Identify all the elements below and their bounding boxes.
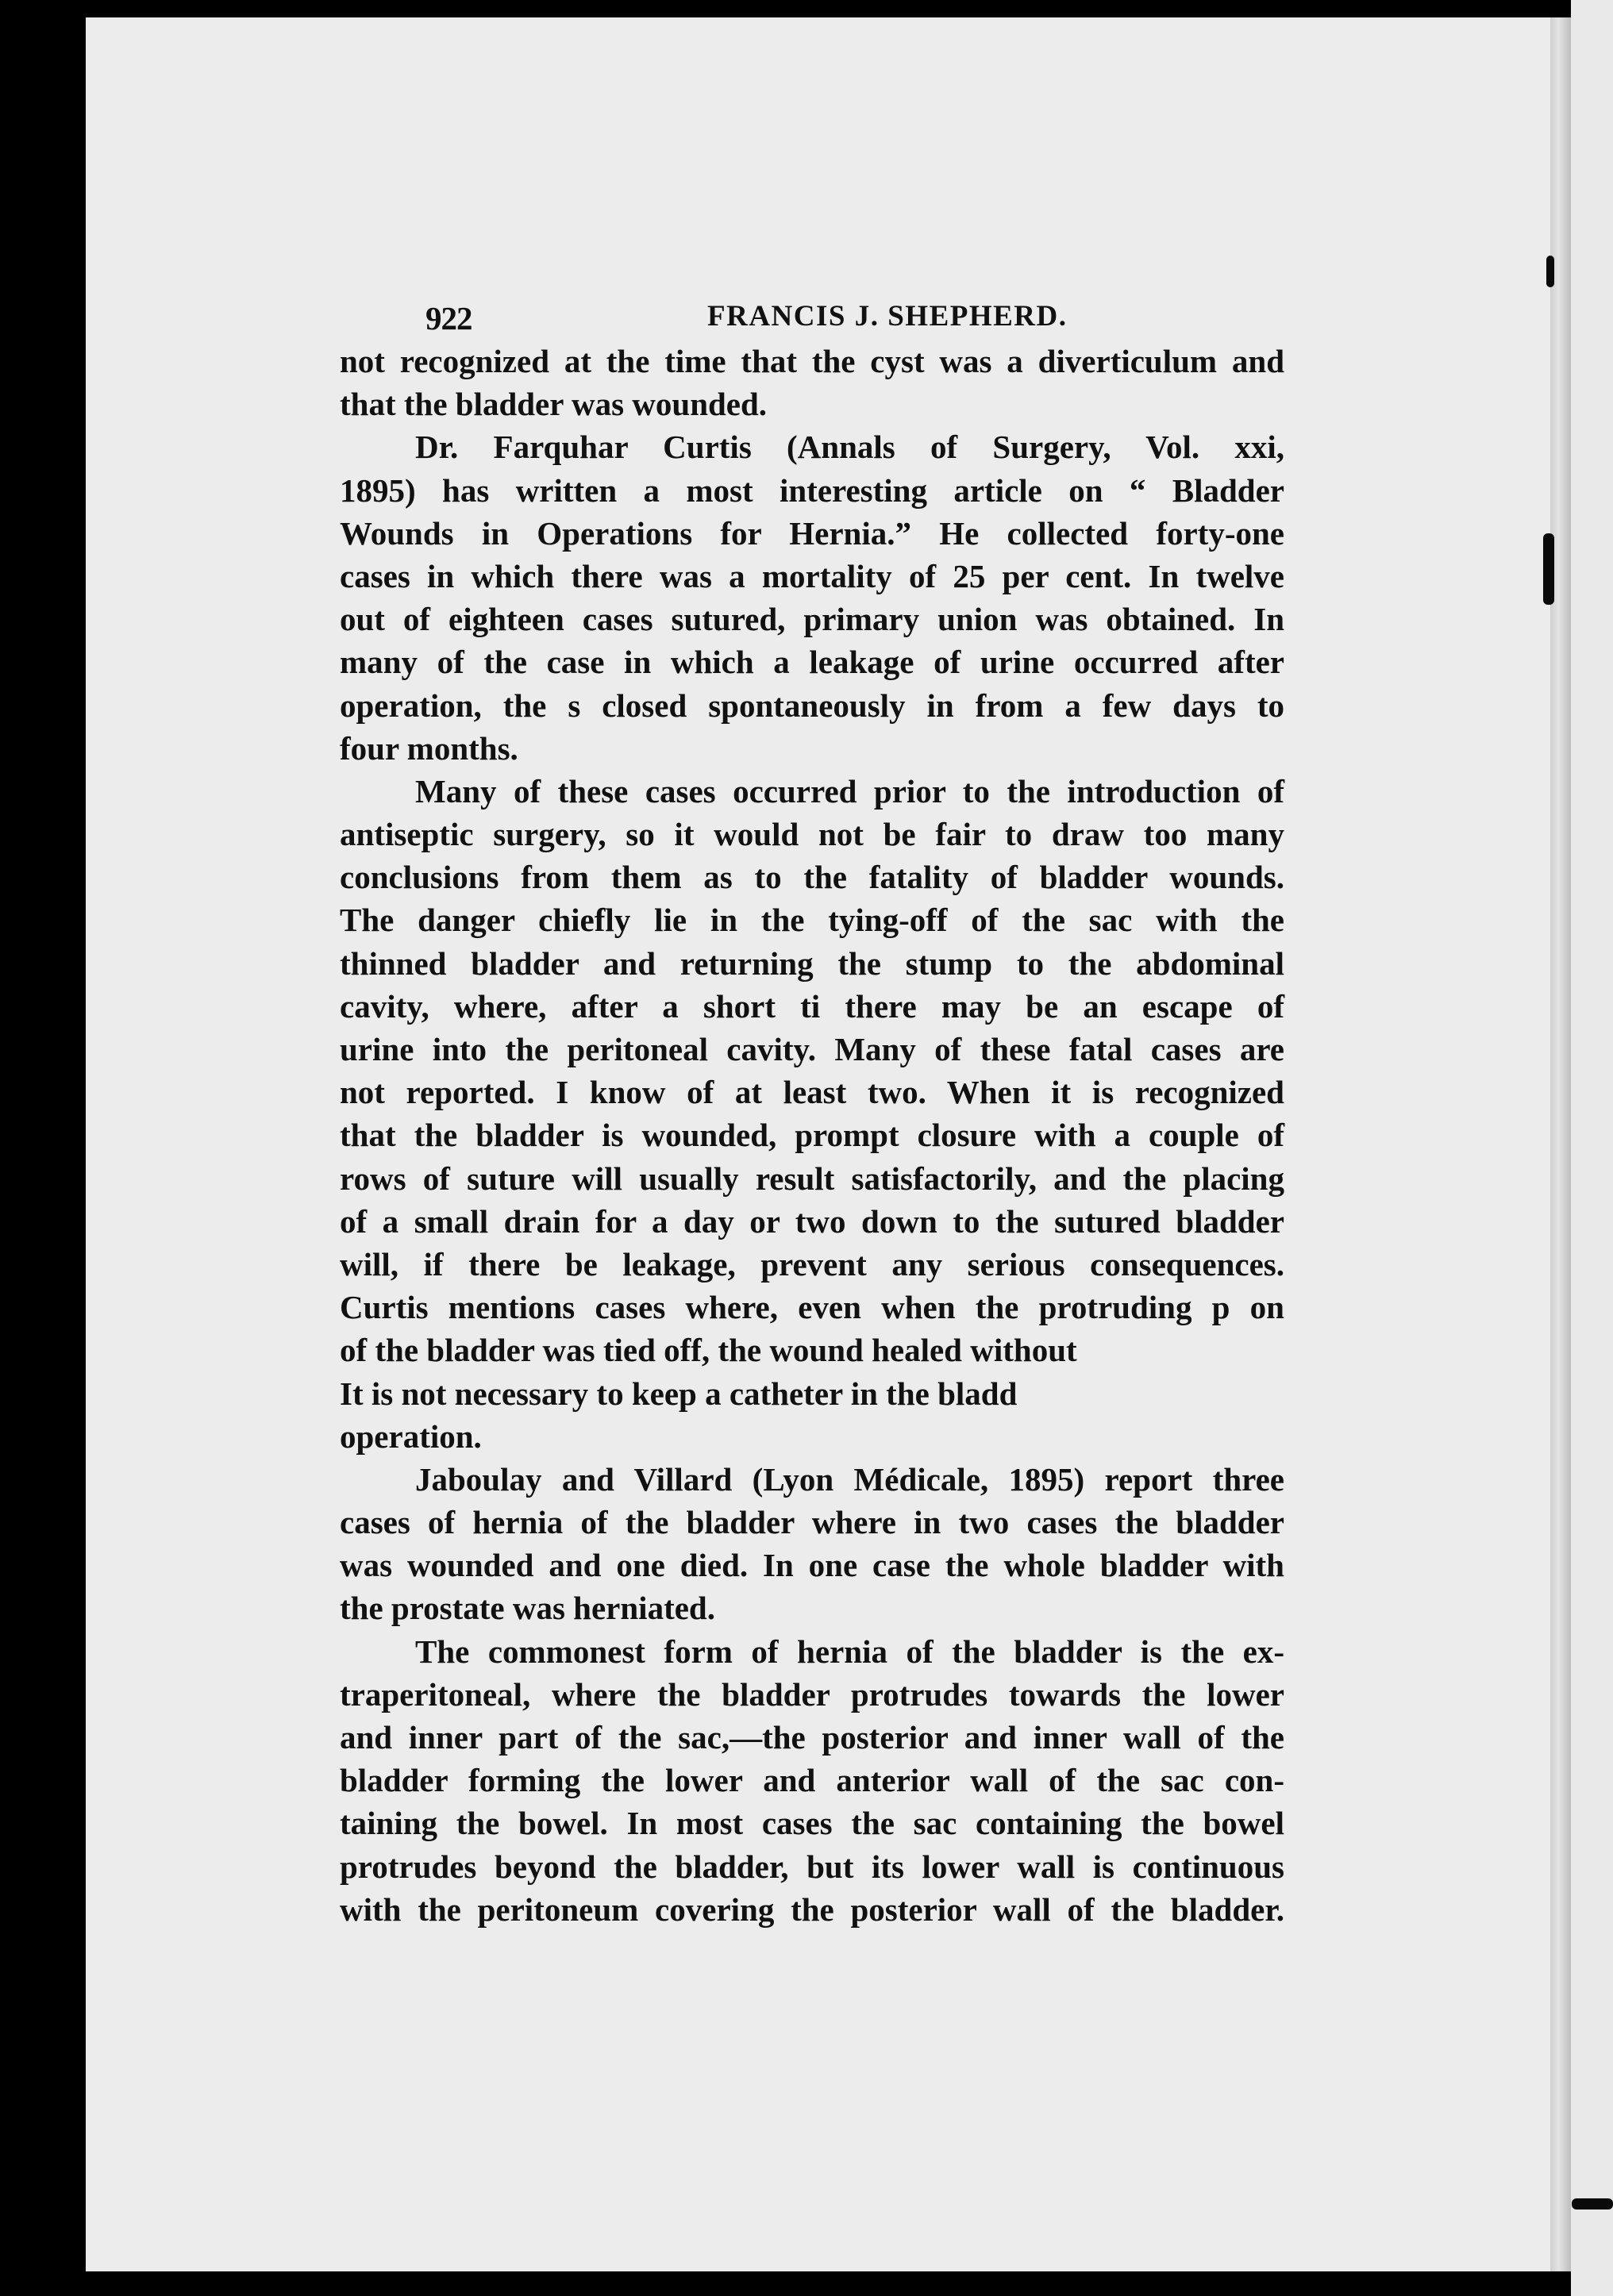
author-running-title: FRANCIS J. SHEPHERD.: [707, 300, 1068, 333]
page-number: 922: [425, 300, 472, 337]
body-text: [340, 340, 1284, 1931]
text-line: rows of suture will usually result satisfactorily, and the placing: [340, 1160, 1284, 1197]
text-line: that the bladder is wounded, prompt closure with a couple of: [340, 1117, 1284, 1154]
text-line: many of the case in which a leakage of urine occurred after: [340, 644, 1284, 681]
binding-mark: [1546, 256, 1554, 287]
text-line: operation.: [340, 1417, 482, 1455]
text-line: operation, the s closed spontaneously in from a few days to: [340, 686, 1284, 724]
text-line: of a small drain for a day or two down to the sutured bladder: [340, 1202, 1284, 1240]
text-line: not reported. I know of at least two. When it is recognized: [340, 1074, 1284, 1111]
text-line: Wounds in Operations for Hernia.” He collected forty-one: [340, 514, 1284, 552]
text-line: Many of these cases occurred prior to the introduction of: [415, 772, 1284, 810]
text-line: The danger chiefly lie in the tying-off of the sac with the: [340, 902, 1284, 939]
text-line: taining the bowel. In most cases the sac containing the bowel: [340, 1805, 1284, 1842]
text-line: The commonest form of hernia of the bladder is the ex-: [415, 1633, 1284, 1670]
binding-mark: [1572, 2198, 1613, 2209]
text-line: Curtis mentions cases where, even when the protruding p on: [340, 1289, 1284, 1326]
text-line: and inner part of the sac,—the posterior and inner wall of the: [340, 1719, 1284, 1756]
text-line: the prostate was herniated.: [340, 1590, 715, 1627]
binding-mark: [1543, 533, 1554, 605]
text-line: not recognized at the time that the cyst was a diverticulum and: [340, 343, 1284, 379]
text-line: cases of hernia of the bladder where in two cases the bladder: [340, 1504, 1284, 1541]
text-line: urine into the peritoneal cavity. Many of these fatal cases are: [340, 1031, 1284, 1067]
text-line: traperitoneal, where the bladder protrudes towards the lower: [340, 1675, 1284, 1713]
text-line: It is not necessary to keep a catheter in the bladd: [340, 1375, 1018, 1412]
text-line: thinned bladder and returning the stump to the abdominal: [340, 944, 1284, 982]
text-line: conclusions from them as to the fatality of bladder wounds.: [340, 859, 1284, 896]
text-line: cavity, where, after a short ti there may be an escape of: [340, 987, 1284, 1025]
text-line: with the peritoneum covering the posterior wall of the bladder.: [340, 1890, 1284, 1928]
page-edge: [1550, 17, 1571, 2271]
text-line: out of eighteen cases sutured, primary union was obtained. In: [340, 601, 1284, 638]
text-line: 1895) has written a most interesting article on “ Bladder: [340, 471, 1284, 509]
text-line: protrudes beyond the bladder, but its lower wall is continuous: [340, 1848, 1284, 1885]
text-line: will, if there be leakage, prevent any serious consequences.: [340, 1245, 1284, 1283]
text-line: that the bladder was wounded.: [340, 386, 768, 423]
text-line: of the bladder was tied off, the wound healed without: [340, 1332, 1077, 1369]
text-line: was wounded and one died. In one case the whole bladder with: [340, 1547, 1284, 1584]
text-line: Jaboulay and Villard (Lyon Médicale, 1895) report three: [415, 1460, 1284, 1498]
text-line: cases in which there was a mortality of 25 per cent. In twelve: [340, 557, 1284, 594]
text-line: Dr. Farquhar Curtis (Annals of Surgery, Vol. xxi,: [415, 429, 1284, 466]
text-line: four months.: [340, 729, 518, 767]
text-line: antiseptic surgery, so it would not be fair to draw too many: [340, 816, 1284, 853]
text-line: bladder forming the lower and anterior wall of the sac con-: [340, 1762, 1284, 1799]
adjacent-page-edge: [1571, 0, 1613, 2296]
